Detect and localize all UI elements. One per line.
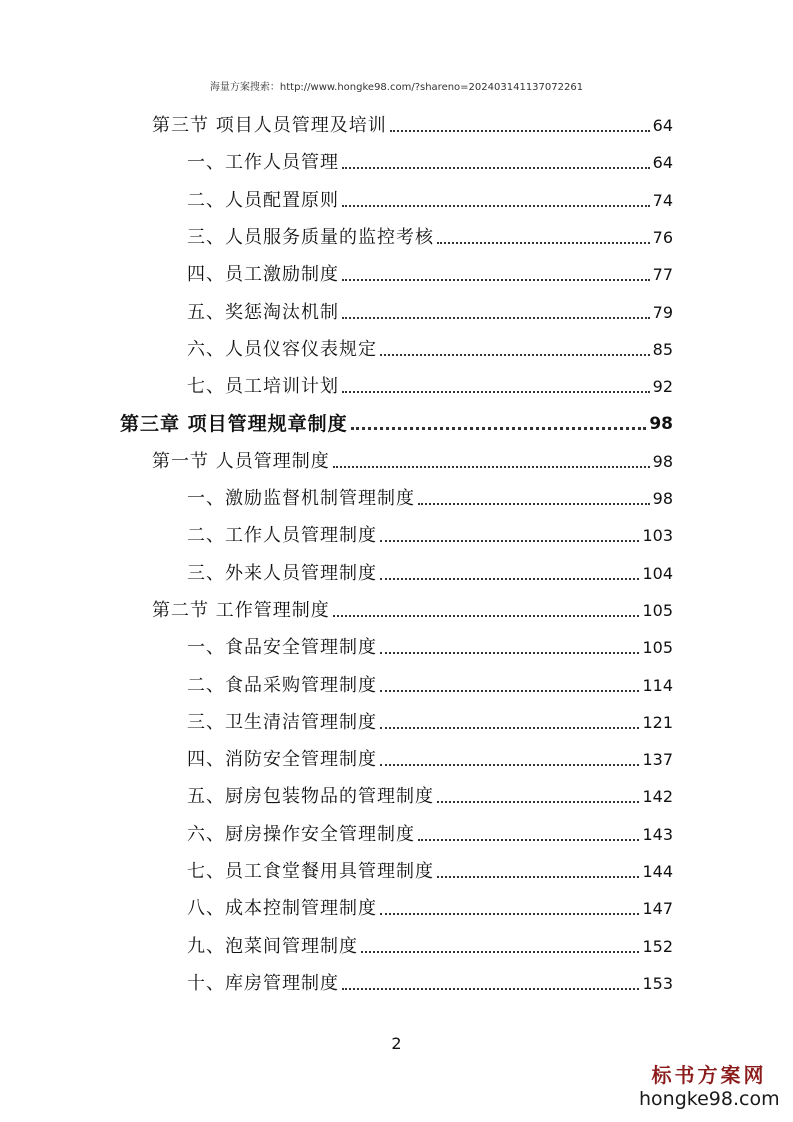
watermark-cn-text: 标书方案网 [651, 1063, 767, 1087]
toc-entry[interactable] [187, 661, 673, 697]
toc-entry[interactable] [187, 772, 673, 808]
toc-dot-leader [380, 913, 639, 915]
toc-entry[interactable] [152, 101, 673, 137]
toc-entry-page: 92 [652, 377, 673, 397]
toc-entry-page: 153 [642, 973, 673, 993]
toc-entry-title: 六、厨房操作安全管理制度 [187, 823, 415, 845]
toc-entry-title: 八、成本控制管理制度 [187, 898, 377, 920]
toc-entry[interactable] [187, 474, 673, 510]
toc-entry-title: 四、员工激励制度 [187, 264, 339, 286]
toc-entry-title: 七、员工食堂餐用具管理制度 [187, 861, 434, 882]
toc-entry-title: 三、卫生清洁管理制度 [187, 711, 377, 733]
toc-entry-title: 第三节 项目人员管理及培训 [152, 115, 387, 136]
toc-entry-page: 77 [652, 265, 673, 285]
toc-entry[interactable] [187, 884, 673, 920]
toc-entry-title: 三、人员服务质量的监控考核 [187, 226, 434, 248]
toc-entry-title: 二、人员配置原则 [187, 189, 339, 211]
toc-entry-page: 98 [652, 489, 673, 508]
toc-dot-leader [342, 988, 639, 990]
toc-entry-title: 二、食品采购管理制度 [187, 674, 377, 696]
toc-entry[interactable] [187, 511, 673, 547]
toc-entry[interactable] [187, 922, 673, 958]
page-number: 2 [391, 1034, 402, 1053]
toc-entry-title: 二、工作人员管理制度 [187, 525, 377, 547]
toc-entry-page: 85 [652, 339, 673, 359]
toc-dot-leader [342, 317, 650, 319]
toc-entry-page: 105 [642, 600, 673, 620]
toc-entry[interactable] [187, 362, 673, 398]
toc-entry-page: 137 [642, 750, 673, 770]
toc-dot-leader [361, 951, 639, 953]
toc-entry[interactable] [152, 437, 673, 473]
toc-dot-leader [380, 540, 639, 542]
toc-entry[interactable] [187, 250, 673, 286]
toc-dot-leader [333, 615, 640, 617]
toc-dot-leader [437, 876, 639, 878]
toc-dot-leader [380, 354, 650, 356]
toc-dot-leader [342, 167, 650, 169]
toc-entry-title: 一、激励监督机制管理制度 [187, 488, 415, 509]
toc-entry-title: 十、库房管理制度 [187, 972, 339, 994]
toc-dot-leader [380, 764, 639, 766]
toc-entry-page: 147 [642, 899, 673, 919]
header-url: 海量方案搜索：http://www.hongke98.com/?shareno=202403141137072261 [209, 82, 584, 93]
toc-dot-leader [418, 839, 639, 841]
toc-entry-title: 九、泡菜间管理制度 [187, 935, 358, 957]
toc-dot-leader [437, 242, 650, 244]
toc-entry-title: 第三章 项目管理规章制度 [120, 413, 348, 436]
watermark-en-text: hongke98.com [639, 1088, 780, 1110]
toc-dot-leader [342, 391, 650, 393]
toc-entry-page: 103 [642, 526, 673, 546]
toc-entry-title: 第二节 工作管理制度 [152, 599, 330, 621]
toc-entry-title: 五、厨房包装物品的管理制度 [187, 786, 434, 808]
toc-entry-title: 一、食品安全管理制度 [187, 637, 377, 659]
toc-entry[interactable] [187, 138, 673, 174]
toc-entry-page: 104 [642, 563, 673, 583]
toc-entry-page: 144 [642, 862, 673, 881]
toc-dot-leader [380, 727, 639, 729]
toc-entry[interactable] [187, 288, 673, 324]
toc-dot-leader [342, 205, 650, 207]
toc-dot-leader [342, 279, 650, 281]
toc-dot-leader [380, 578, 639, 580]
toc-dot-leader [437, 801, 639, 803]
toc-entry-page: 152 [642, 936, 673, 956]
toc-entry[interactable] [187, 623, 673, 659]
toc-entry-title: 三、外来人员管理制度 [187, 562, 377, 584]
toc-dot-leader [390, 130, 650, 132]
toc-entry[interactable] [187, 549, 673, 585]
toc-entry[interactable] [187, 213, 673, 249]
toc-entry-page: 98 [649, 414, 673, 435]
toc-entry[interactable] [187, 810, 673, 846]
site-watermark [639, 1059, 779, 1110]
toc-entry-title: 第一节 人员管理制度 [152, 450, 330, 472]
toc-entry-page: 76 [652, 227, 673, 247]
toc-dot-leader [380, 652, 639, 654]
toc-entry-title: 四、消防安全管理制度 [187, 749, 377, 771]
toc-dot-leader [380, 690, 639, 692]
toc-entry-page: 74 [652, 190, 673, 210]
toc-entry-page: 114 [642, 675, 673, 695]
toc-dot-leader [418, 503, 650, 505]
toc-entry[interactable] [187, 847, 673, 883]
toc-entry-page: 79 [652, 302, 673, 322]
toc-entry-page: 143 [642, 824, 673, 844]
toc-entry[interactable] [187, 735, 673, 771]
toc-entry-page: 64 [652, 116, 673, 135]
toc-entry-page: 142 [642, 787, 673, 807]
toc-entry[interactable] [120, 399, 673, 435]
toc-entry[interactable] [187, 959, 673, 995]
toc-entry-title: 五、奖惩淘汰机制 [187, 301, 339, 323]
toc-entry-title: 七、员工培训计划 [187, 376, 339, 398]
toc-dot-leader [351, 427, 647, 430]
toc-entry-title: 一、工作人员管理 [187, 152, 339, 174]
toc-entry-title: 六、人员仪容仪表规定 [187, 338, 377, 360]
toc-entry[interactable] [187, 325, 673, 361]
toc-entry[interactable] [187, 698, 673, 734]
toc-dot-leader [333, 466, 650, 468]
toc-entry-page: 64 [652, 153, 673, 173]
toc-entry[interactable] [152, 586, 673, 622]
toc-entry[interactable] [187, 176, 673, 212]
toc-entry-page: 98 [652, 451, 673, 471]
toc-entry-page: 105 [642, 638, 673, 658]
toc-entry-page: 121 [642, 712, 673, 732]
